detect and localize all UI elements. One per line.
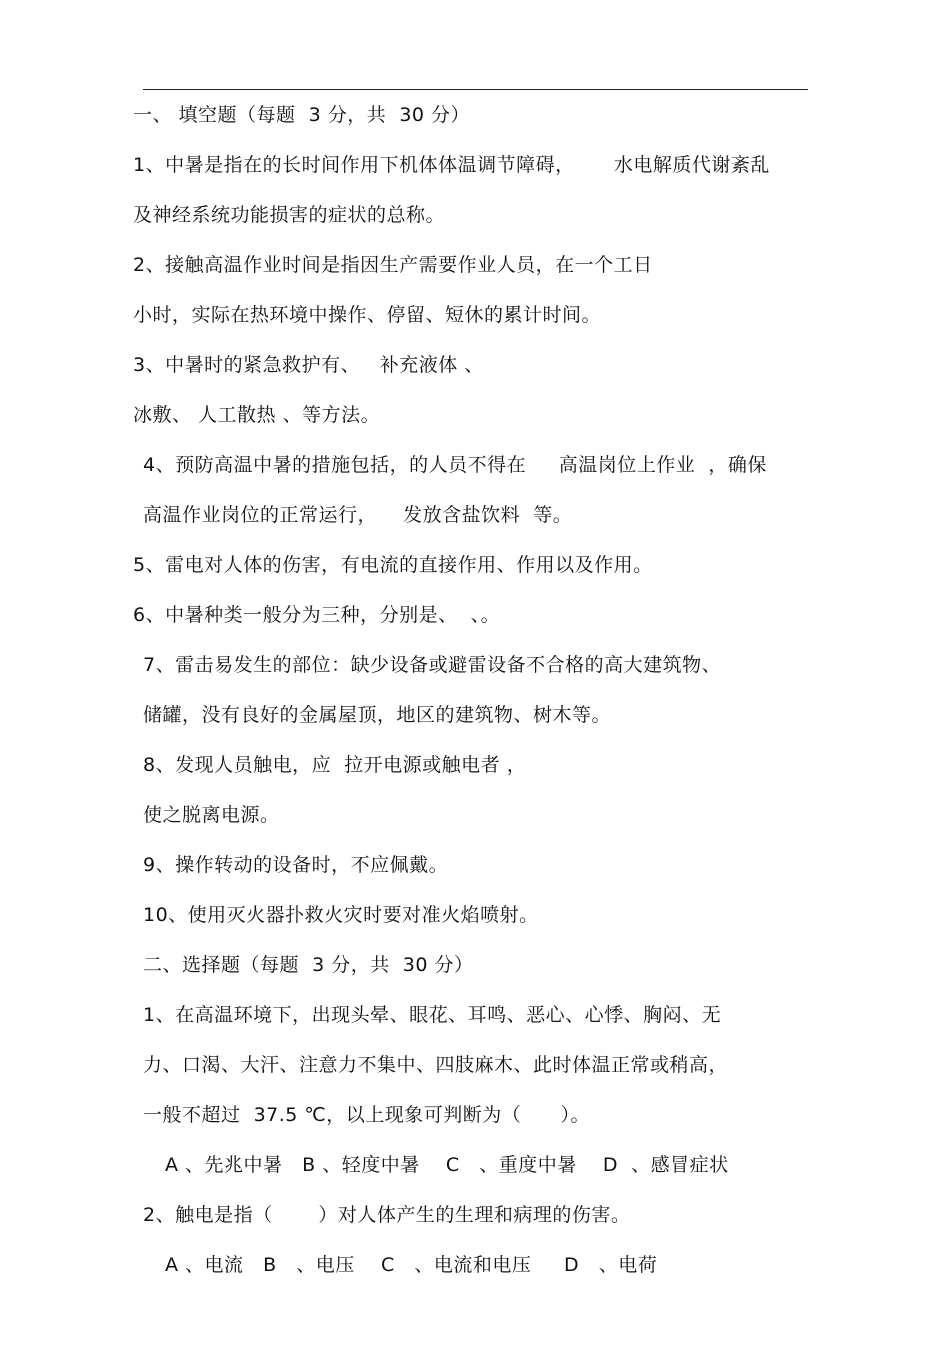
question-3-line-1: 3、中暑时的紧急救护有、 补充液体 、 — [133, 354, 484, 376]
top-rule — [143, 89, 808, 90]
choice-question-1-line-2: 力、口渴、大汗、注意力不集中、四肢麻木、此时体温正常或稍高， — [143, 1054, 729, 1076]
choice-question-1-options: A 、先兆中暑 B 、轻度中暑 C 、重度中暑 D 、感冒症状 — [165, 1154, 729, 1176]
question-2-line-2: 小时，实际在热环境中操作、停留、短休的累计时间。 — [133, 304, 602, 326]
question-10: 10、使用灭火器扑救火灾时要对准火焰喷射。 — [143, 904, 539, 926]
section-heading-fill-in: 一、 填空题（每题 3 分，共 30 分） — [133, 104, 471, 126]
question-4-line-1: 4、预防高温中暑的措施包括，的人员不得在 高温岗位上作业 ，确保 — [143, 454, 767, 476]
question-9: 9、操作转动的设备时，不应佩戴。 — [143, 854, 449, 876]
choice-question-2: 2、触电是指（ ）对人体产生的生理和病理的伤害。 — [143, 1204, 631, 1226]
question-8-line-2: 使之脱离电源。 — [143, 804, 280, 826]
choice-question-1-line-1: 1、在高温环境下，出现头晕、眼花、耳鸣、恶心、心悸、胸闷、无 — [143, 1004, 722, 1026]
question-6: 6、中暑种类一般分为三种，分别是、 、。 — [133, 604, 501, 626]
question-3-line-2: 冰敷、 人工散热 、等方法。 — [133, 404, 381, 426]
question-1-line-2: 及神经系统功能损害的症状的总称。 — [133, 204, 446, 226]
question-4-line-2: 高温作业岗位的正常运行， 发放含盐饮料 等。 — [143, 504, 573, 526]
question-5: 5、雷电对人体的伤害，有电流的直接作用、作用以及作用。 — [133, 554, 653, 576]
question-7-line-2: 储罐，没有良好的金属屋顶，地区的建筑物、树木等。 — [143, 704, 612, 726]
question-2-line-1: 2、接触高温作业时间是指因生产需要作业人员，在一个工日 — [133, 254, 653, 276]
question-7-line-1: 7、雷击易发生的部位：缺少设备或避雷设备不合格的高大建筑物、 — [143, 654, 722, 676]
section-heading-choice: 二、选择题（每题 3 分，共 30 分） — [143, 954, 474, 976]
choice-question-2-options: A 、电流 B 、电压 C 、电流和电压 D 、电荷 — [165, 1254, 658, 1276]
choice-question-1-line-3: 一般不超过 37.5 ℃，以上现象可判断为（ ）。 — [143, 1104, 590, 1126]
question-1-line-1: 1、中暑是指在的长时间作用下机体体温调节障碍， 水电解质代谢紊乱 — [133, 154, 770, 176]
question-8-line-1: 8、发现人员触电，应 拉开电源或触电者 ， — [143, 754, 527, 776]
